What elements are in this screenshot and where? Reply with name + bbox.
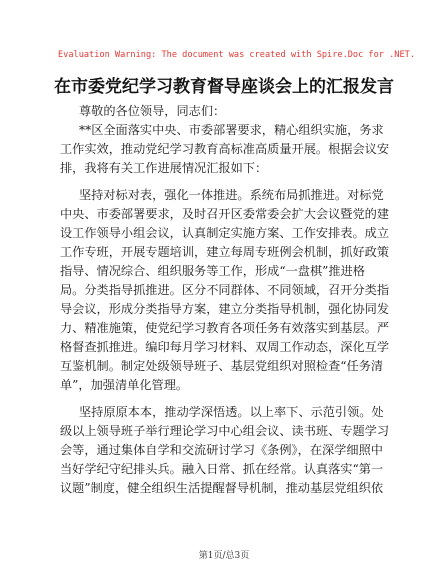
paragraph-line: 坚持对标对表，强化一体推进。系统布局抓推进。对标党 (79, 188, 384, 202)
paragraph-line: 排，我将有关工作进展情况汇报如下： (60, 161, 268, 175)
paragraph-line: 议题”制度，健全组织生活提醒督导机制，推动基层党组织依 (60, 481, 384, 495)
paragraph-line: 工作专班，开展专题培训，建立每周专班例会机制，抓好政策 (60, 245, 390, 259)
evaluation-warning: Evaluation Warning: The document was created with Spire.Doc for .NET. (58, 50, 415, 60)
paragraph-line: 导会议，形成分类指导方案，建立分类指导机制，强化协同发 (60, 302, 390, 316)
paragraph-line: 级以上领导班子举行理论学习中心组会议、读书班、专题学习 (60, 424, 390, 438)
paragraph-line: 格督查抓推进。编印每月学习材料、双周工作动态，深化互学 (60, 340, 390, 354)
paragraph-line: 会等，通过集体自学和交流研讨学习《条例》，在深学细照中 (60, 443, 383, 457)
paragraph-line: 指导、情况综合、组织服务等工作，形成“一盘棋”推进格 (60, 264, 365, 278)
paragraph-line: 坚持原原本本，推动学深悟透。以上率下、示范引领。处 (79, 405, 384, 419)
paragraph-line: 当好学纪守纪排头兵。融入日常、抓在经常。认真落实“第一 (60, 462, 384, 476)
salutation: 尊敬的各位领导，同志们： (79, 104, 226, 118)
page-footer: 第1页/总3页 (198, 551, 250, 561)
paragraph-line: 工作实效，推动党纪学习教育高标准高质量开展。根据会议安 (60, 142, 390, 156)
paragraph-line: 互鉴机制。制定处级领导班子、基层党组织对照检查“任务清 (60, 359, 384, 373)
paragraph-line: 中央、市委部署要求，及时召开区委常委会扩大会议暨党的建 (60, 207, 390, 221)
paragraph-line: 力、精准施策，使党纪学习教育各项任务有效落实到基层。严 (60, 321, 390, 335)
document-title: 在市委党纪学习教育督导座谈会上的汇报发言 (54, 77, 394, 97)
document-body (60, 102, 392, 498)
paragraph-line: **区全面落实中央、市委部署要求，精心组织实施，务求 (79, 123, 384, 137)
paragraph (60, 121, 392, 178)
paragraph-line: 设工作领导小组会议，认真制定实施方案、工作安排表。成立 (60, 226, 390, 240)
paragraph-line: 局。分类指导抓推进。区分不同群体、不同领域，召开分类指 (60, 283, 390, 297)
paragraph (60, 186, 392, 395)
paragraph (60, 403, 392, 498)
paragraph-line: 单”，加强清单化管理。 (60, 378, 189, 392)
